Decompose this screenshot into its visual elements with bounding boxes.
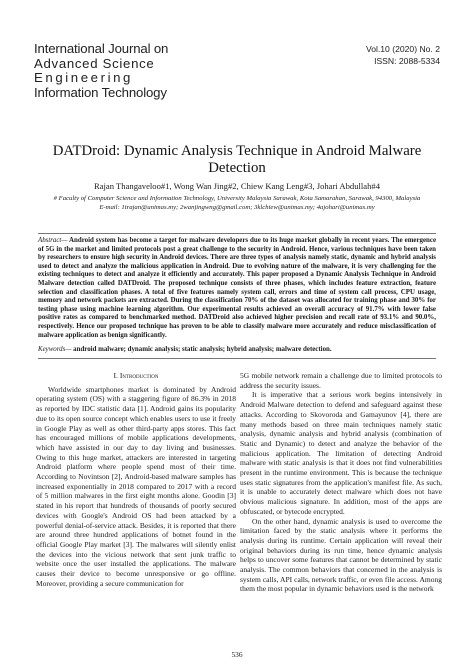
paper-title [30, 143, 444, 177]
divider-bottom [38, 358, 436, 359]
abstract-text: Android system has become a target for malware developers due to its huge market globally in recent years. The emergence of 5G in the market and limited protocols post a great challenge to the security in Android. Hence, various techniques have been taken by researchers to ensure high security in Android devices. There are three types of analysis namely static, dynamic and hybrid analysis used to detect and analyze the malicious application in Android. Due to evolving nature of the malware, it is very challenging for the existing techniques to detect and analyze it efficiently and accurately. This paper proposed a Dynamic Analysis Technique in Android Malware detection called DATDroid. The proposed technique consists of three phases, which includes feature extraction, feature selection and classification phases. A total of five features namely system call, errors and time of system call process, CPU usage, memory and network packets are extracted. During the classification 70% of the dataset was allocated for training phase and 30% for testing phase using machine learning algorithm. Our experimental results achieved an overall accuracy of 91.7% with lower false positive rates as compared to benchmarked method. DATDroid also achieved higher precision and recall rate of 93.1% and 90.0%, respectively. Hence our proposed technique has proven to be able to classify malware more accurately and reduce misclassification of malware application as benign significantly. [38, 237, 436, 339]
right-column [240, 371, 442, 594]
volume-info [366, 44, 440, 67]
affiliations [40, 195, 434, 212]
page-number: 536 [231, 650, 243, 659]
keywords-label: Keywords— [38, 346, 72, 353]
keywords-text: android malware; dynamic analysis; static analysis; hybrid analysis; malware detection. [71, 346, 332, 353]
journal-line: Advanced Science [34, 55, 155, 71]
paragraph: It is imperative that a serious work begins intensively in Android Malware detection to defend and safeguard against these attacks. According to Skovoroda and Gamayunov [4], there are many methods based on three main techniques namely static analysis, dynamic analysis and hybrid analysis (combination of Static and Dynamic) to detect and analyze the behavior of the malicious application. The limitation of detecting Android malware with static analysis is that it does not find vulnerabilities present in the runtime environment. This is because the technique uses static signatures from the application's manifest file. As such, it is unable to accurately detect malware which does not have obvious malicious signature. In addition, most of the apps are obfuscated, or bytecode encrypted. [240, 390, 442, 516]
title-line: DATDroid: Dynamic Analysis Technique in Android Malware [52, 143, 422, 159]
section-heading: I. Introduction [113, 371, 159, 380]
keywords [38, 346, 436, 355]
journal-line: International Journal on [34, 41, 169, 56]
emails: E-mail: 1trajan@unimas.my; 2wanjingwng@gmail.com; 3klchiew@unimas.my; 4ajohari@unimas.my [99, 203, 375, 211]
authors: Rajan Thangaveloo#1, Wong Wan Jing#2, Chiew Kang Leng#3, Johari Abdullah#4 [94, 181, 380, 191]
volume-number: Vol.10 (2020) No. 2 [365, 44, 440, 54]
journal-line: Information Technology [34, 84, 167, 100]
affiliation: # Faculty of Computer Science and Information Technology, University Malaysia Sarawak, Kota Samarahan, Sarawak, 94300, Malaysia [53, 195, 421, 202]
left-column [36, 371, 236, 588]
issn: ISSN: 2088-5334 [374, 55, 440, 66]
paragraph: 5G mobile network remain a challenge due to limited protocols to address the security issues. [240, 371, 442, 390]
journal-name [34, 42, 254, 100]
paragraph: On the other hand, dynamic analysis is used to overcome the limitation faced by the static analysis where it performs the analysis during its runtime. Certain application will reveal their original behaviors during its run time, hence dynamic analysis helps to uncover some features that cannot be determined by static analysis. The common behaviors that concerned in the analysis is system calls, API calls, network traffic, or even file access. Among them the most popular in dynamic behaviors used is the network [240, 516, 442, 594]
title-line: Detection [208, 160, 266, 176]
journal-line: Engineering [34, 70, 133, 86]
paragraph: Worldwide smartphones market is dominated by Android operating system (OS) with a staggering figure of 86.3% in 2018 as reported by IDC statistic data [1]. Android gains its popularity due to its open source concept which enables users to use it freely in Google Play as well as other third-party apps stores. This fact has encouraged millions of mobile applications developments, which have assisted in our day to day living and businesses. Owing to this huge market, attackers are interested in targeting Android platform where people spend most of their time. According to Novintson [2], Android-based malware samples has increased exponentially in 2018 compared to 2017 with a record of 5 million malwares in the first eight months alone. Goodin [3] stated in his report that hundreds of thousands of poorly secured devices with Google's Android OS had been attacked by a powerful denial-of-service attack. Besides, it is reported that there are around three hundred applications of botnet found in the official Google Play market [3]. The malwares will silently enlist the devices into the vicious network that sent junk traffic to website once the user installed the applications. The malware causes their device to become unresponsive or go offline. Moreover, providing a secure communication for [36, 384, 236, 588]
abstract-label: Abstract— [38, 237, 68, 244]
abstract [38, 237, 436, 340]
divider-top [38, 233, 436, 234]
